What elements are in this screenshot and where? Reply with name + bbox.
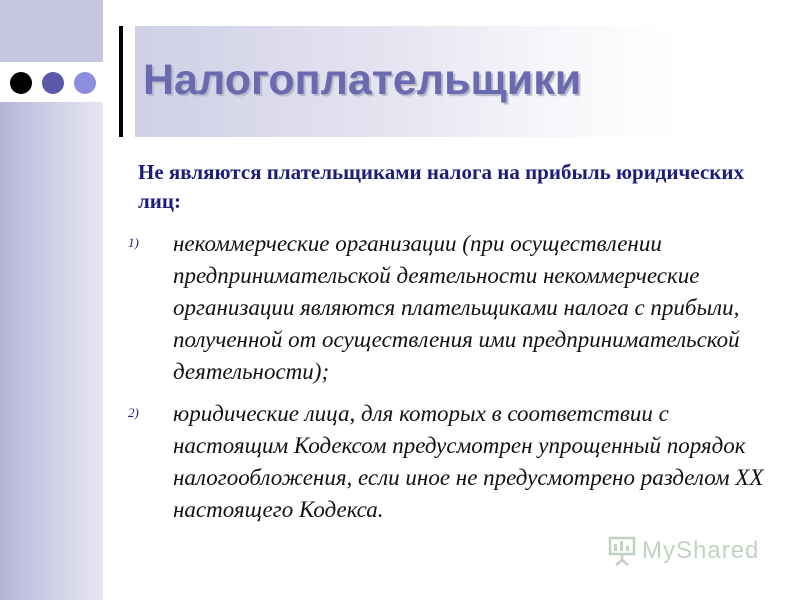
presentation-board-icon [608, 536, 636, 566]
watermark-text: MyShared [642, 537, 760, 564]
dot-icon [42, 72, 64, 94]
list-item [128, 228, 768, 388]
watermark [608, 536, 759, 566]
dot-icon [74, 72, 96, 94]
list-item-text: некоммерческие организации (при осуществлении предпринимательской деятельности некоммерческие организации являются плательщиками налога с прибыли, полученной от осуществления ими предпринимательской деятельности); [173, 231, 740, 384]
slide-heading: Не являются плательщиками налога на прибыль юридических лиц: [138, 160, 744, 213]
slide-title: Налогоплательщики [143, 56, 582, 104]
decorative-dots [10, 71, 96, 95]
title-divider-line [119, 26, 123, 137]
list-item-number: 2) [128, 405, 139, 420]
list-item-text: юридические лица, для которых в соответствии с настоящим Кодексом предусмотрен упрощенный порядок налогообложения, если иное не предусмотрено разделом XX настоящего Кодекса. [173, 401, 764, 522]
list-item [128, 398, 768, 526]
dot-icon [10, 72, 32, 94]
list-item-number: 1) [128, 235, 139, 250]
left-band-top-block [0, 0, 103, 62]
exemption-list [128, 228, 768, 536]
